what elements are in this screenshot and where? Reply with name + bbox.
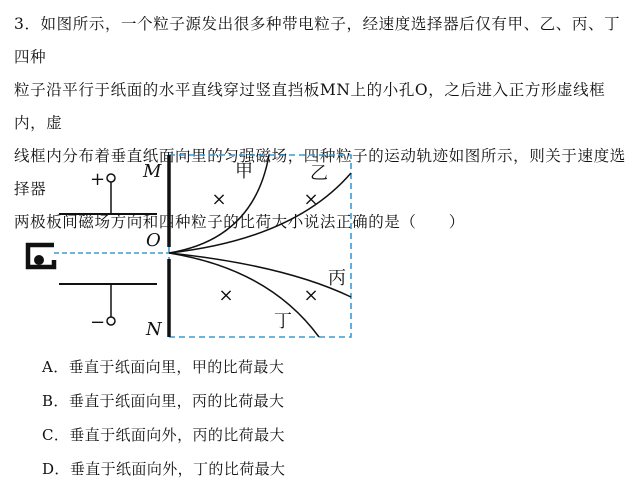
option-a[interactable]: A．垂直于纸面向里，甲的比荷最大 [42,358,285,376]
particle-source-dot [34,255,44,265]
option-b[interactable]: B．垂直于纸面向里，丙的比荷最大 [42,392,285,410]
label-particle-bing: 丙 [328,268,346,289]
negative-terminal [107,317,115,325]
field-cross-1: × [211,189,227,210]
label-n: N [146,319,162,340]
question-line-1: 3．如图所示，一个粒子源发出很多种带电粒子，经速度选择器后仅有甲、乙、丙、丁四种 [14,15,621,66]
option-d[interactable]: D．垂直于纸面向外，丁的比荷最大 [42,460,286,478]
label-o: O [146,230,161,251]
question-line-2: 粒子沿平行于纸面的水平直线穿过竖直挡板MN上的小孔O，之后进入正方形虚线框内，虚 [14,81,606,132]
label-particle-jia: 甲 [235,161,253,182]
option-c[interactable]: C．垂直于纸面向外，丙的比荷最大 [42,426,285,444]
trajectory-ding [169,253,319,337]
question-line-3: 线框内分布着垂直纸面向里的匀强磁场，四种粒子的运动轨迹如图所示，则关于速度选择器 [14,147,626,198]
field-cross-2: × [303,189,319,210]
label-particle-yi: 乙 [310,163,328,184]
field-cross-4: × [303,285,319,306]
field-cross-3: × [218,285,234,306]
question-line-4: 两极板间磁场方向和四种粒子的比荷大小说法正确的是（ ） [14,213,465,231]
label-plus: + [90,169,106,190]
positive-terminal [107,174,115,182]
label-minus: − [90,312,106,333]
trajectory-bing [169,253,351,297]
label-m: M [143,161,162,182]
diagram-svg [14,147,364,342]
physics-diagram [14,147,364,342]
answer-options [42,350,285,486]
label-particle-ding: 丁 [274,311,292,332]
